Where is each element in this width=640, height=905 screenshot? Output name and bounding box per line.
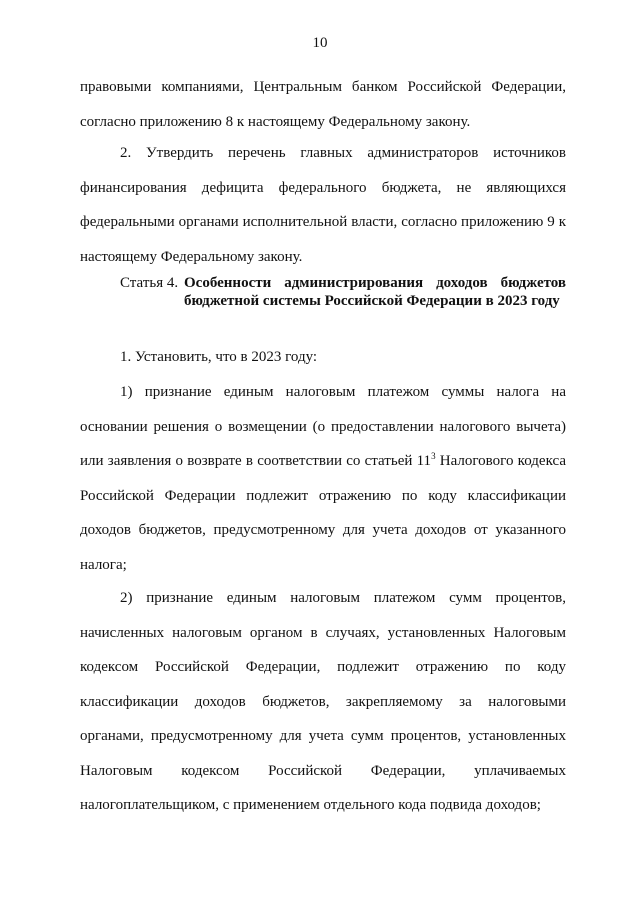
paragraph-continuation: правовыми компаниями, Центральным банком Российской Федерации, согласно приложению 8 к настоящему Федеральному закону. [80,79,566,130]
subitem-1-text-start: 1) признание единым налоговым платежом суммы налога на основании решения о возмещении (о предоставлении налогового вычета) или заявления о возврате в соответствии со статьей 11 [80,384,566,469]
article-label: Статья 4. [120,275,179,291]
paragraph-item-2: 2. Утвердить перечень главных администраторов источников финансирования дефицита федерального бюджета, не являющихся федеральными органами исполнительной власти, согласно приложению 9 к настоящему Федеральному закону. [80,145,566,265]
article-title: Особенности администрирования доходов бюджетов бюджетной системы Российской Федерации в 2023 году [184,275,566,309]
paragraph-section-1: 1. Установить, что в 2023 году: [120,349,318,365]
paragraph-subitem-1 [80,375,566,582]
subitem-1-text-end: Налогового кодекса Российской Федерации подлежит отражению по коду классификации доходов бюджетов, предусмотренному для учета доходов от указанного налога; [80,453,566,573]
article-superscript: 3 [431,451,436,461]
page-number: 10 [312,35,328,51]
paragraph-subitem-2: 2) признание единым налоговым платежом сумм процентов, начисленных налоговым органом в случаях, установленных Налоговым кодексом Российской Федерации, подлежит отражению по коду классификации доходов бюджетов, закрепляемому за налоговыми органами, предусмотренному для учета сумм процентов, установленных Налоговым кодексом Российской Федерации, уплачиваемых налогоплательщиком, с применением отдельного кода подвида доходов; [80,590,566,813]
article-heading [120,274,566,310]
